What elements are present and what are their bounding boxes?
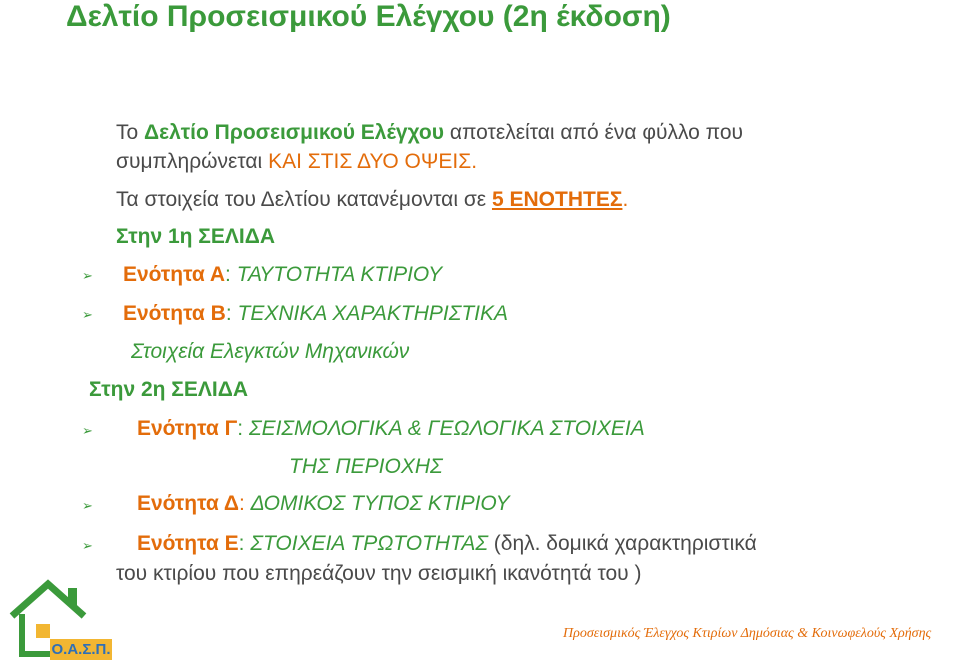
section-d xyxy=(137,492,510,516)
section-e xyxy=(137,532,757,556)
arrow-bullet-icon: ➢ xyxy=(82,423,93,438)
footer-caption: Προσεισμικός Έλεγχος Κτιρίων Δημόσιας & Κοινωφελούς Χρήσης xyxy=(563,626,932,641)
section-colon: : xyxy=(238,532,245,555)
intro-line-1 xyxy=(116,121,743,145)
page2-heading: Στην 2η ΣΕΛΙΔΑ xyxy=(89,378,249,401)
page-title: Δελτίο Προσεισμικού Ελέγχου (2η έκδοση) xyxy=(66,0,671,33)
section-text: ΣΤΟΙΧΕΙΑ ΤΡΩΤΟΤΗΤΑΣ xyxy=(250,532,488,555)
arrow-bullet-icon: ➢ xyxy=(82,538,93,553)
arrow-bullet-icon: ➢ xyxy=(82,307,93,322)
intro-text: Τα στοιχεία του Δελτίου κατανέμονται σε xyxy=(116,188,492,211)
section-label: Ενότητα Γ xyxy=(137,417,238,440)
section-text: ΤΑΥΤΟΤΗΤΑ ΚΤΙΡΙΟΥ xyxy=(236,263,443,286)
section-label: Ενότητα Β xyxy=(123,302,226,325)
intro-text: . xyxy=(622,188,629,211)
intro-text: συμπληρώνεται xyxy=(116,150,269,173)
page1-heading: Στην 1η ΣΕΛΙΔΑ xyxy=(116,225,276,248)
intro-line-3 xyxy=(116,188,628,212)
intro-text: Το xyxy=(116,121,145,144)
section-label: Ενότητα Α xyxy=(123,263,226,286)
intro-highlight: Δελτίο Προσεισμικού Ελέγχου xyxy=(144,121,444,144)
arrow-bullet-icon: ➢ xyxy=(82,268,93,283)
engineers-data: Στοιχεία Ελεγκτών Μηχανικών xyxy=(131,340,410,363)
section-label: Ενότητα Δ xyxy=(137,492,239,515)
intro-highlight: 5 ΕΝΟΤΗΤΕΣ xyxy=(491,188,623,211)
section-note: (δηλ. δομικά χαρακτηριστικά xyxy=(487,532,757,555)
section-text: ΤΕΧΝΙΚΑ ΧΑΡΑΚΤΗΡΙΣΤΙΚΑ xyxy=(237,302,509,325)
section-e-continued: του κτιρίου που επηρεάζουν την σεισμική ικανότητά του ) xyxy=(116,562,642,585)
oasp-logo-text: Ο.Α.Σ.Π. xyxy=(51,641,111,658)
section-b xyxy=(123,302,508,326)
intro-highlight: ΚΑΙ ΣΤΙΣ ΔΥΟ ΟΨΕΙΣ xyxy=(268,150,472,173)
section-a xyxy=(123,263,442,287)
section-text: ΣΕΙΣΜΟΛΟΓΙΚΑ & ΓΕΩΛΟΓΙΚΑ ΣΤΟΙΧΕΙΑ xyxy=(248,417,645,440)
section-text: ΔΟΜΙΚΟΣ ΤΥΠΟΣ ΚΤΙΡΙΟΥ xyxy=(250,492,510,515)
intro-text: αποτελείται από ένα φύλλο που xyxy=(443,121,743,144)
section-colon: : xyxy=(225,263,231,286)
section-colon: : xyxy=(238,492,245,515)
section-g-continued: ΤΗΣ ΠΕΡΙΟΧΗΣ xyxy=(289,455,443,478)
section-label: Ενότητα Ε xyxy=(137,532,239,555)
section-g xyxy=(137,417,645,441)
section-colon: : xyxy=(225,302,232,325)
arrow-bullet-icon: ➢ xyxy=(82,498,93,513)
intro-text: . xyxy=(471,150,478,173)
section-colon: : xyxy=(237,417,244,440)
intro-line-2 xyxy=(116,150,477,174)
